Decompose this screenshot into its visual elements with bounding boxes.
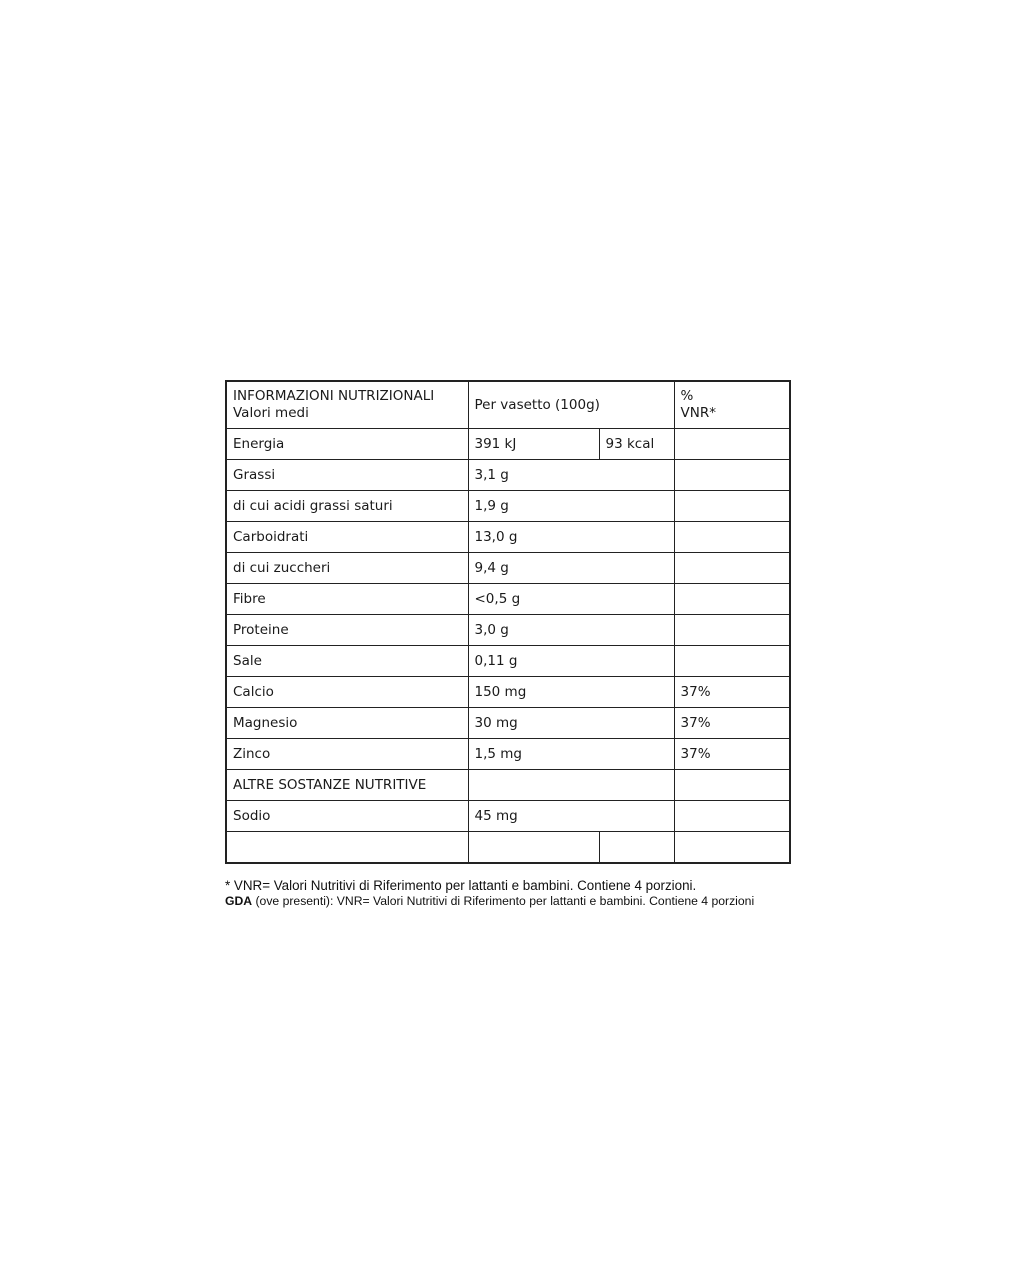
table-row <box>226 491 790 522</box>
nutrient-label: Calcio <box>226 677 468 708</box>
table-row <box>226 522 790 553</box>
nutrient-vnr <box>674 460 790 491</box>
table-header-row <box>226 381 790 429</box>
nutrient-value: 150 mg <box>468 677 674 708</box>
table-row <box>226 739 790 770</box>
nutrient-vnr <box>674 584 790 615</box>
nutrition-table <box>225 380 791 864</box>
table-row <box>226 553 790 584</box>
nutrient-label: ALTRE SOSTANZE NUTRITIVE <box>226 770 468 801</box>
nutrient-label: Carboidrati <box>226 522 468 553</box>
header-title: INFORMAZIONI NUTRIZIONALI <box>233 388 435 404</box>
nutrient-rows <box>226 460 790 832</box>
nutrient-value: 3,0 g <box>468 615 674 646</box>
table-row <box>226 615 790 646</box>
table-row <box>226 677 790 708</box>
nutrient-value: 9,4 g <box>468 553 674 584</box>
nutrient-vnr: 37% <box>674 677 790 708</box>
energy-vnr <box>674 429 790 460</box>
table-row <box>226 460 790 491</box>
nutrient-value: 1,9 g <box>468 491 674 522</box>
table-row <box>226 708 790 739</box>
nutrient-value <box>468 770 674 801</box>
empty-cell <box>674 832 790 864</box>
footnote-vnr: * VNR= Valori Nutritivi di Riferimento per lattanti e bambini. Contiene 4 porzioni. <box>225 878 697 893</box>
nutrition-label <box>225 380 789 909</box>
nutrient-label: Sale <box>226 646 468 677</box>
nutrient-label: di cui zuccheri <box>226 553 468 584</box>
header-vnr: VNR* <box>680 405 716 421</box>
footnote-gda-bold: GDA <box>225 894 253 908</box>
energy-label: Energia <box>226 429 468 460</box>
table-row <box>226 646 790 677</box>
nutrient-label: Sodio <box>226 801 468 832</box>
header-pct: % <box>680 388 694 404</box>
footnotes <box>225 878 789 909</box>
header-subtitle: Valori medi <box>233 405 309 421</box>
nutrient-vnr: 37% <box>674 708 790 739</box>
nutrient-vnr: 37% <box>674 739 790 770</box>
empty-cell <box>599 832 674 864</box>
nutrient-value: <0,5 g <box>468 584 674 615</box>
nutrient-value: 0,11 g <box>468 646 674 677</box>
nutrient-vnr <box>674 770 790 801</box>
footnote-gda-text: (ove presenti): VNR= Valori Nutritivi di Riferimento per lattanti e bambini. Contiene 4 porzioni <box>252 894 755 908</box>
nutrient-label: Magnesio <box>226 708 468 739</box>
nutrient-value: 30 mg <box>468 708 674 739</box>
nutrient-vnr <box>674 801 790 832</box>
nutrient-label: Proteine <box>226 615 468 646</box>
nutrient-value: 1,5 mg <box>468 739 674 770</box>
empty-cell <box>226 832 468 864</box>
nutrient-label: Fibre <box>226 584 468 615</box>
energy-kj: 391 kJ <box>468 429 599 460</box>
nutrient-vnr <box>674 491 790 522</box>
footnote-gda <box>225 894 789 909</box>
header-per-portion: Per vasetto (100g) <box>468 381 674 429</box>
energy-kcal: 93 kcal <box>599 429 674 460</box>
table-row <box>226 801 790 832</box>
empty-row <box>226 832 790 864</box>
nutrient-vnr <box>674 522 790 553</box>
nutrient-label: Zinco <box>226 739 468 770</box>
header-title-cell <box>226 381 468 429</box>
empty-cell <box>468 832 599 864</box>
nutrient-vnr <box>674 615 790 646</box>
nutrient-value: 13,0 g <box>468 522 674 553</box>
nutrient-vnr <box>674 553 790 584</box>
nutrient-value: 45 mg <box>468 801 674 832</box>
table-row <box>226 584 790 615</box>
header-vnr-cell <box>674 381 790 429</box>
nutrient-label: Grassi <box>226 460 468 491</box>
table-row <box>226 770 790 801</box>
nutrient-value: 3,1 g <box>468 460 674 491</box>
nutrient-vnr <box>674 646 790 677</box>
energy-row <box>226 429 790 460</box>
nutrient-label: di cui acidi grassi saturi <box>226 491 468 522</box>
